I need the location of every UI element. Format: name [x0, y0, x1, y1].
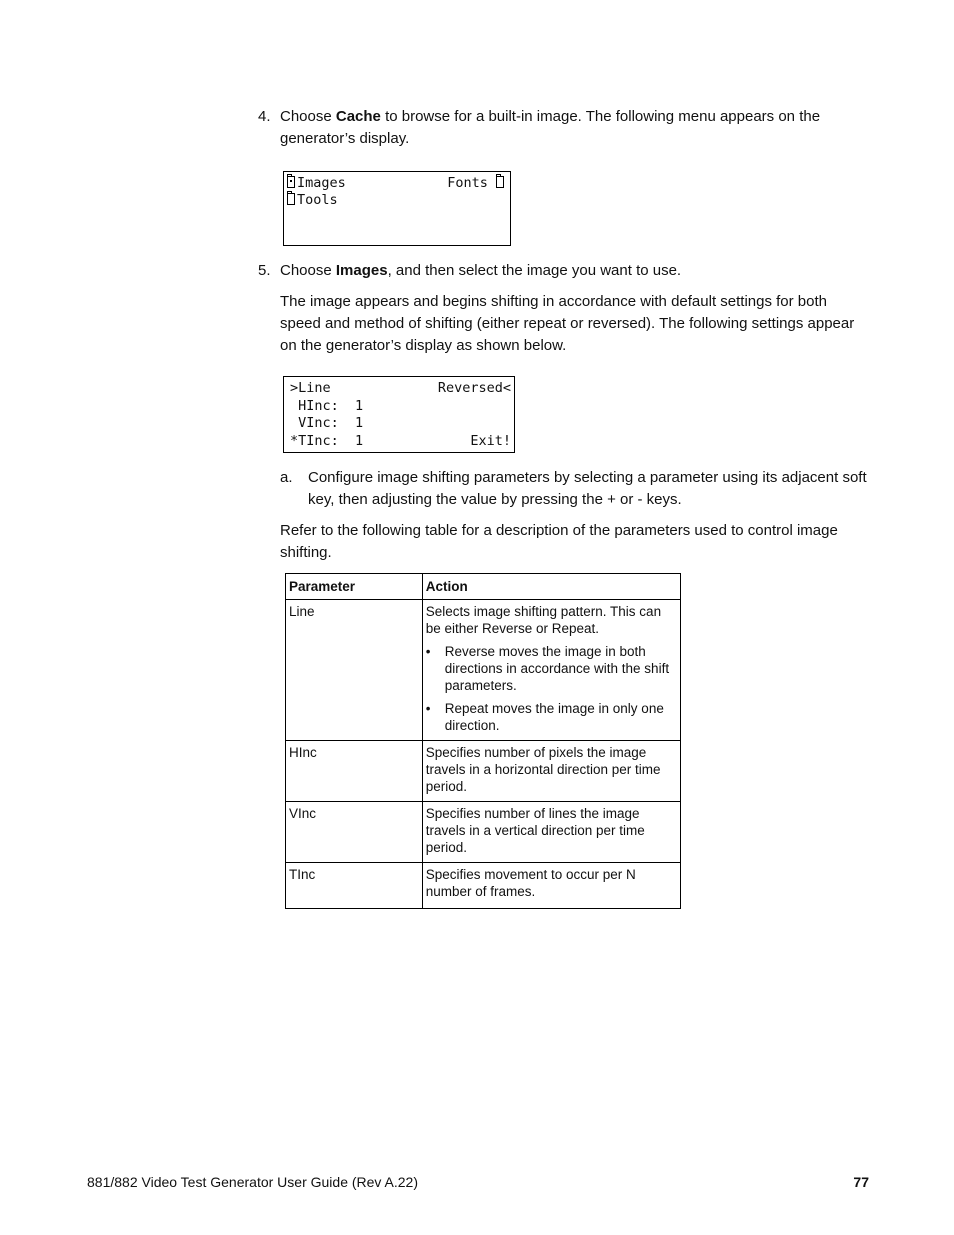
param-cell: HInc	[286, 741, 423, 802]
step-keyword: Cache	[335, 108, 381, 125]
step-text: to browse for a built-in image. The following menu appears on the generator’s display.	[280, 108, 821, 147]
table-row	[286, 600, 681, 741]
action-cell: Specifies movement to occur per N number of frames.	[422, 863, 680, 909]
substep-letter: a.	[280, 469, 293, 486]
table-row	[286, 863, 681, 909]
menu-item-images: Images	[287, 175, 346, 192]
action-cell	[422, 600, 680, 741]
action-cell: Specifies number of pixels the image travels in a horizontal direction per time period.	[422, 741, 680, 802]
substep-text: Configure image shifting parameters by selecting a parameter using its adjacent soft key, then adjusting the value by pressing the + or - keys.	[308, 469, 867, 508]
menu-display	[283, 171, 511, 246]
lcd-row-left: HInc: 1	[290, 398, 364, 414]
param-cell: TInc	[286, 863, 423, 909]
step-5	[258, 260, 870, 357]
settings-display	[283, 376, 515, 453]
lcd-row-right: Exit!	[470, 433, 511, 449]
table-header: Action	[422, 574, 680, 600]
folder-icon	[496, 176, 504, 188]
lcd-row-right: Reversed<	[437, 380, 511, 396]
step-description: The image appears and begins shifting in accordance with default settings for both speed and method of shifting (either repeat or reversed). The following settings appear on the generator’s display as shown below.	[280, 293, 855, 354]
step-text: , and then select the image you want to use.	[387, 262, 682, 279]
step-text: Choose	[280, 262, 336, 279]
step-number: 4.	[258, 108, 271, 125]
table-header: Parameter	[286, 574, 423, 600]
step-4	[258, 106, 868, 150]
folder-selected-icon	[287, 176, 295, 188]
action-cell: Specifies number of lines the image travels in a vertical direction per time period.	[422, 802, 680, 863]
lcd-row-left: >Line	[290, 380, 331, 396]
step-keyword: Images	[335, 262, 388, 279]
param-cell: Line	[286, 600, 423, 741]
folder-icon	[287, 193, 295, 205]
table-intro: Refer to the following table for a description of the parameters used to control image shifting.	[280, 522, 838, 561]
lcd-row-left: VInc: 1	[290, 415, 364, 431]
parameter-table	[285, 573, 681, 909]
bullet-icon: •	[425, 644, 431, 659]
step-text: Choose	[280, 108, 336, 125]
lcd-row-left: *TInc: 1	[290, 433, 364, 449]
bullet-item: • Reverse moves the image in both directions in accordance with the shift parameters.	[425, 644, 670, 693]
table-row	[286, 741, 681, 802]
param-cell: VInc	[286, 802, 423, 863]
table-header-row	[286, 574, 681, 600]
action-text: Selects image shifting pattern. This can be either Reverse or Repeat.	[425, 604, 662, 636]
bullet-item: • Repeat moves the image in only one direction.	[425, 701, 664, 733]
page-number: 77	[853, 1174, 869, 1190]
substep-a	[280, 467, 870, 511]
bullet-icon: •	[425, 701, 431, 716]
menu-item-tools: Tools	[287, 192, 338, 209]
footer-title: 881/882 Video Test Generator User Guide (Rev A.22)	[87, 1174, 419, 1190]
table-row	[286, 802, 681, 863]
step-number: 5.	[258, 262, 271, 279]
menu-item-fonts: Fonts	[447, 175, 506, 192]
